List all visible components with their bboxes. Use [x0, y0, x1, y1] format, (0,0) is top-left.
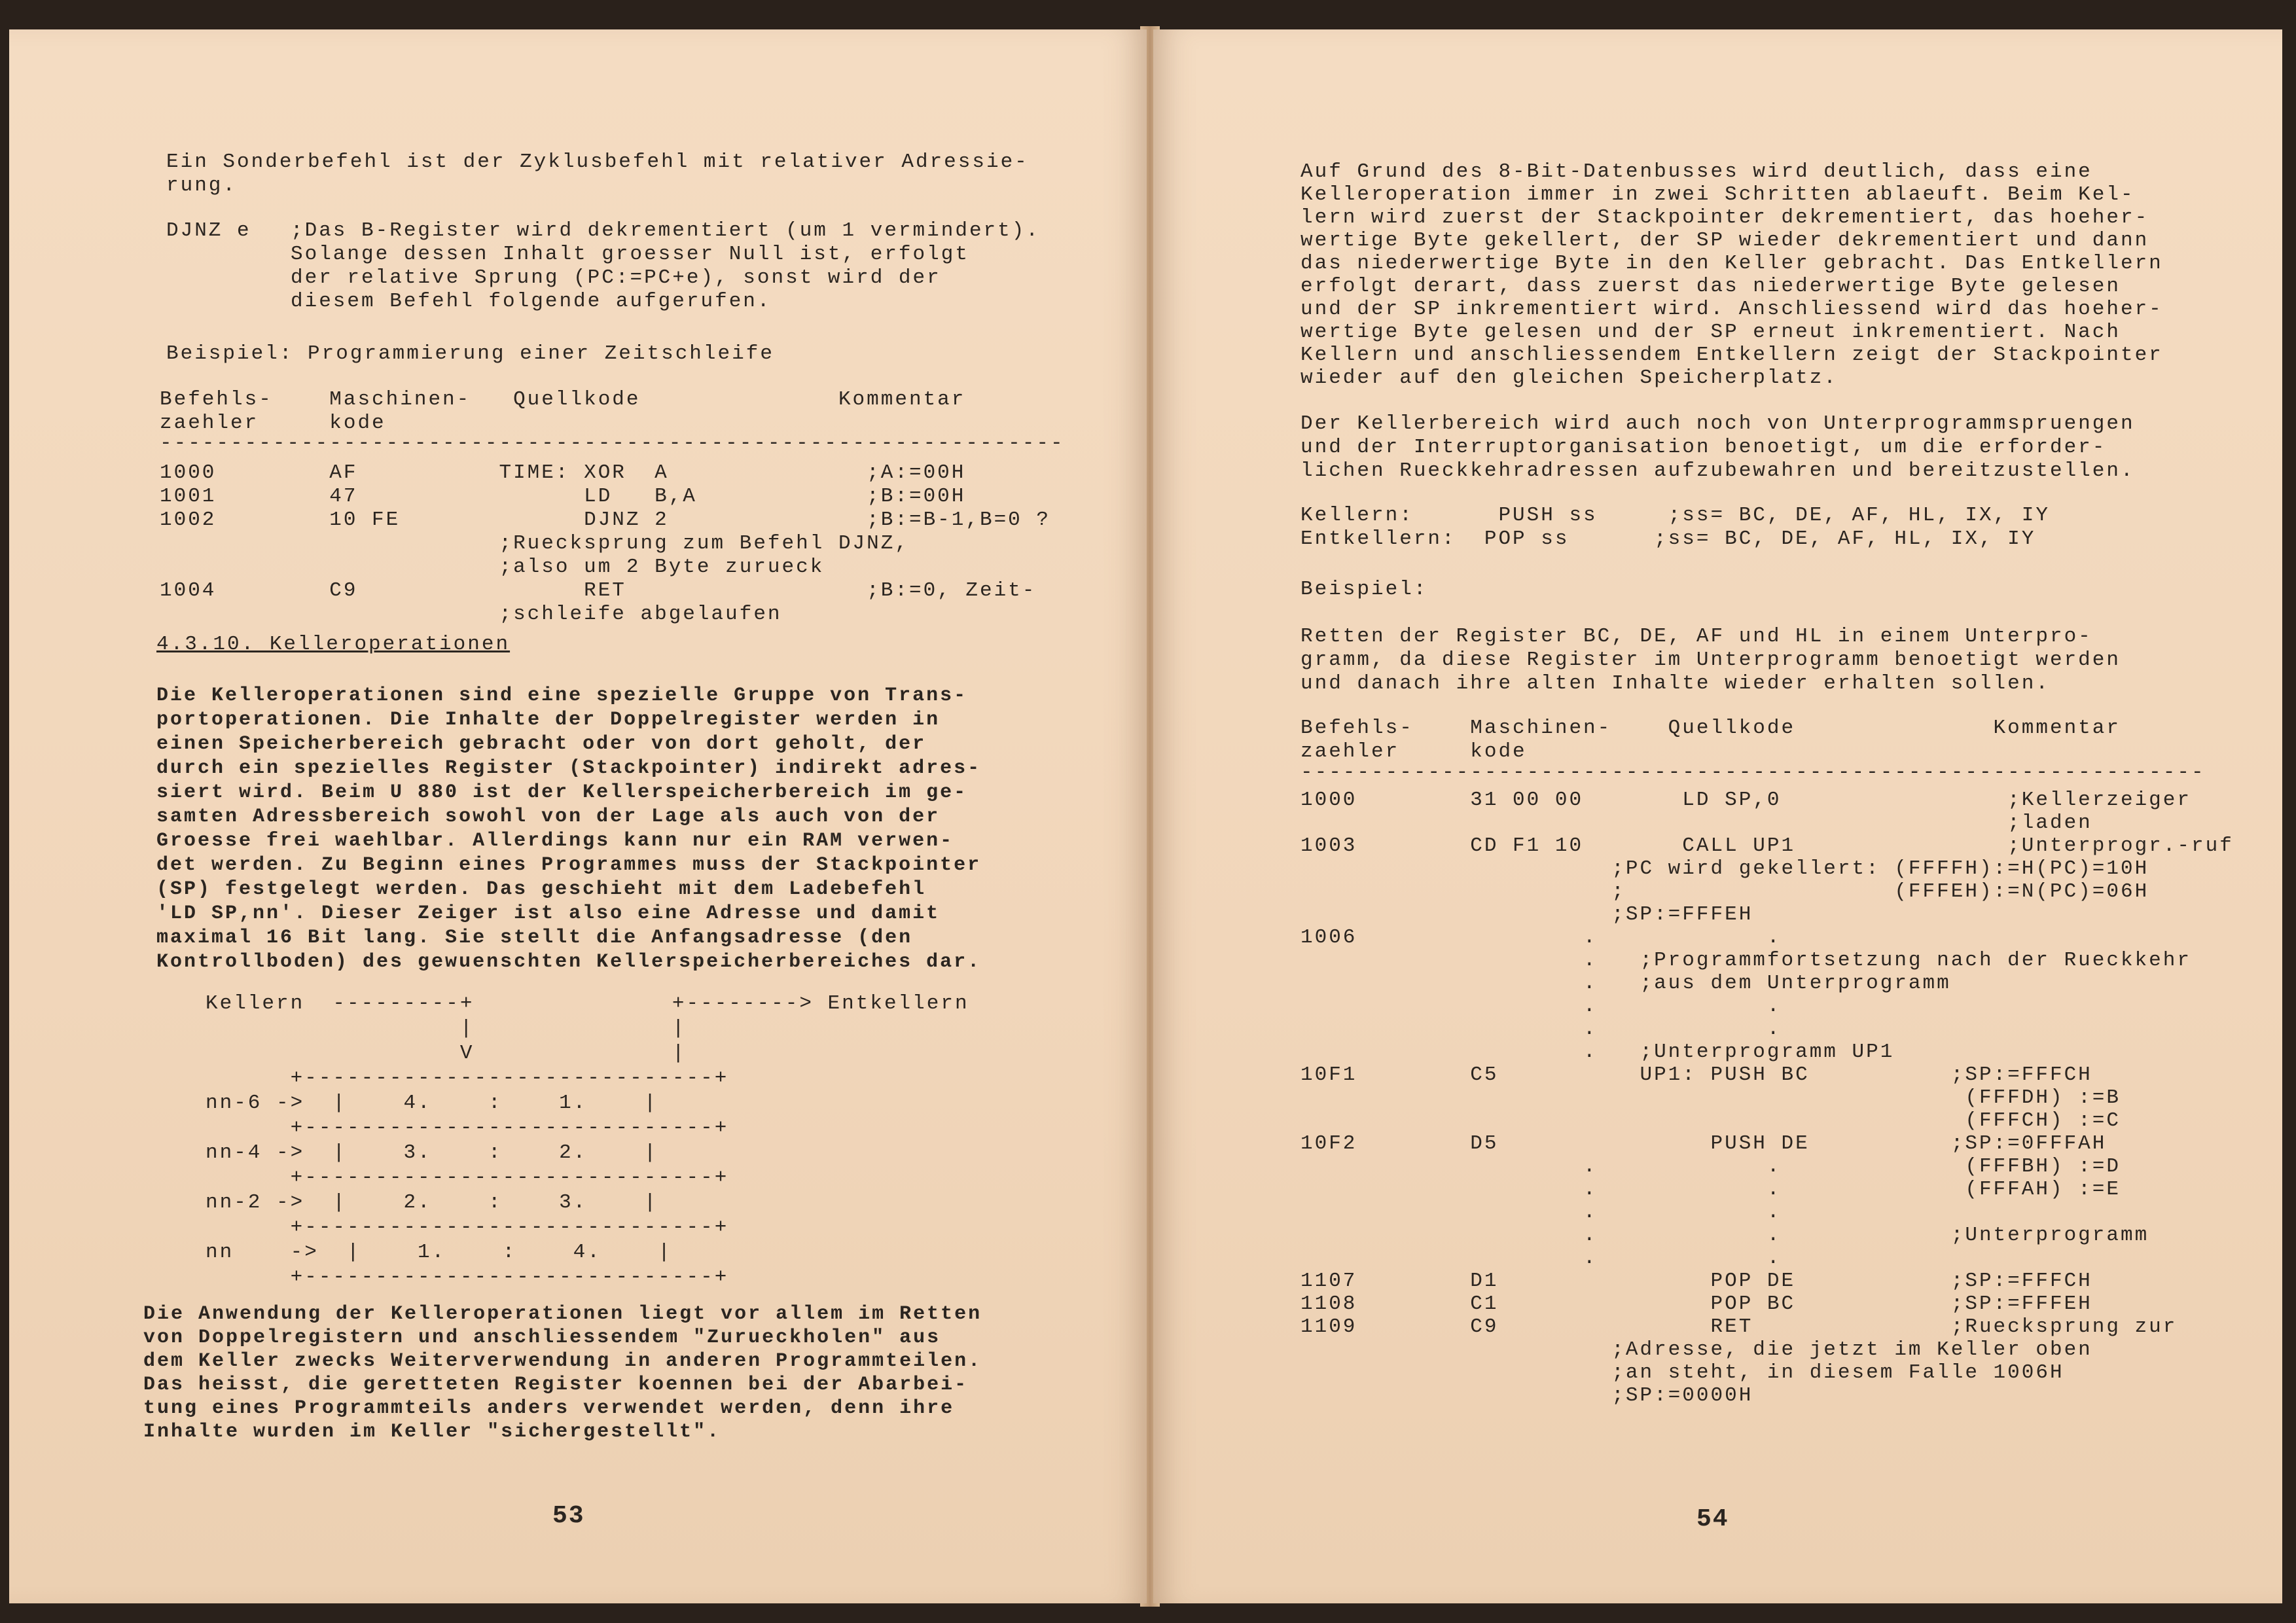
left-page [9, 29, 1147, 1603]
closing-text: Die Anwendung der Kelleroperationen liegt vor allem im Retten von Doppelregistern und anschliessendem "Zurueckholen" aus dem Keller zwecks Weiterverwendung in anderen Programmteilen. Das heisst, die geretteten Register koennen bei der Abarbei- tung eines Programmteils anders verwendet werden, denn ihre Inhalte wurden im Keller "sichergestellt". [143, 1303, 982, 1443]
example-title: Beispiel: Programmierung einer Zeitschleife [166, 342, 774, 365]
push-pop-syntax: Kellern: PUSH ss ;ss= BC, DE, AF, HL, IX, IY Entkellern: POP ss ;ss= BC, DE, AF, HL, IX, IY [1300, 504, 2050, 550]
left-table-divider: ---------------------------------------------------------------- [160, 432, 1065, 455]
right-table-header: Befehls- Maschinen- Quellkode Kommentar zaehler kode [1300, 717, 2121, 763]
example-label: Beispiel: [1300, 578, 1428, 601]
stack-diagram: Kellern ---------+ +--------> Entkellern | | V | +-----------------------------+ nn-6 -> | 4. : 1. | +-----------------------------+ nn-4 -> | 3. : 2. | +-----------------------------+ nn-2 -> | 2. : 3. | +-----------------------------+ nn -> | 1. : 4. | +-----------------------------+ [206, 992, 969, 1289]
right-intro: Auf Grund des 8-Bit-Datenbusses wird deutlich, dass eine Kelleroperation immer in zwei Schritten ablaeuft. Beim Kel- lern wird zuerst der Stackpointer dekrementiert, das hoeher- wertige Byte gekellert, der SP wieder dekrementiert und dann das niederwertige Byte in den Keller gebracht. Das Entkellern erfolgt derart, dass zuerst das niederwertige Byte gelesen und der SP inkrementiert wird. Anschliessend wird das hoeher- wertige Byte gelesen und der SP erneut inkrementiert. Nach Kellern und anschliessendem Entkellern zeigt der Stackpointer wieder auf den gleichen Speicherplatz. [1300, 160, 2163, 389]
section-heading: 4.3.10. Kelleroperationen [156, 633, 511, 656]
example-text: Retten der Register BC, DE, AF und HL in einem Unterpro- gramm, da diese Register im Unterprogramm benoetigt werden und danach ihre alten Inhalte wieder erhalten sollen. [1300, 625, 2121, 695]
right-table-body: 1000 31 00 00 LD SP,0 ;Kellerzeiger ;laden 1003 CD F1 10 CALL UP1 ;Unterprogr.-ruf ;PC wird gekellert: (FFFFH):=H(PC)=10H ; (FFFEH):=N(PC)=06H ;SP:=FFFEH 1006 . . . ;Programmfortsetzung nach der Rueckkehr . ;aus dem Unterprogramm . . . . . ;Unterprogramm UP1 10F1 C5 UP1: PUSH BC ;SP:=FFFCH (FFFDH) :=B (FFFCH) :=C 10F2 D5 PUSH DE ;SP:=0FFFAH . . (FFFBH) :=D . . (FFFAH) :=E . . . . ;Unterprogramm . . 1107 D1 POP DE ;SP:=FFFCH 1108 C1 POP BC ;SP:=FFFEH 1109 C9 RET ;Ruecksprung zur ;Adresse, die jetzt im Keller oben ;an steht, in diesem Falle 1006H ;SP:=0000H [1300, 789, 2234, 1407]
djnz-description: ;Das B-Register wird dekrementiert (um 1 vermindert). Solange dessen Inhalt groesser Null ist, erfolgt der relative Sprung (PC:=PC+e), sonst wird der diesem Befehl folgende aufgerufen. [291, 219, 1040, 313]
right-table-divider: ---------------------------------------------------------------- [1300, 761, 2206, 784]
left-table-header: Befehls- Maschinen- Quellkode Kommentar zaehler kode [160, 388, 966, 435]
section-text: Die Kelleroperationen sind eine spezielle Gruppe von Trans- portoperationen. Die Inhalte der Doppelregister werden in einen Speicherbereich gebracht oder von dort geholt, der durch ein spezielles Register (Stackpointer) indirekt adres- siert wird. Beim U 880 ist der Kellerspeicherbereich im ge- samten Adressbereich sowohl von der Lage als auch von der Groesse frei waehlbar. Allerdings kann nur ein RAM verwen- det werden. Zu Beginn eines Programmes muss der Stackpointer (SP) festgelegt werden. Das geschieht mit dem Ladebefehl 'LD SP,nn'. Dieser Zeiger ist also eine Adresse und damit maximal 16 Bit lang. Sie stellt die Anfangsadresse (den Kontrollboden) des gewuenschten Kellerspeicherbereiches dar. [156, 685, 982, 973]
left-table-body: 1000 AF TIME: XOR A ;A:=00H 1001 47 LD B,A ;B:=00H 1002 10 FE DJNZ 2 ;B:=B-1,B=0 ? ;Ruecksprung zum Befehl DJNZ, ;also um 2 Byte zurueck 1004 C9 RET ;B:=0, Zeit- ;schleife abgelaufen [160, 461, 1050, 626]
djnz-command: DJNZ e [166, 219, 251, 242]
page-number-left: 53 [552, 1502, 585, 1530]
left-intro: Ein Sonderbefehl ist der Zyklusbefehl mit relativer Adressie- rung. [166, 151, 1029, 197]
right-page [1153, 29, 2282, 1603]
page-number-right: 54 [1696, 1505, 1729, 1533]
right-para2: Der Kellerbereich wird auch noch von Unterprogrammspruengen und der Interruptorganisation benoetigt, um die erforder- lichen Rueckkehradressen aufzubewahren und bereitzustellen. [1300, 412, 2135, 482]
